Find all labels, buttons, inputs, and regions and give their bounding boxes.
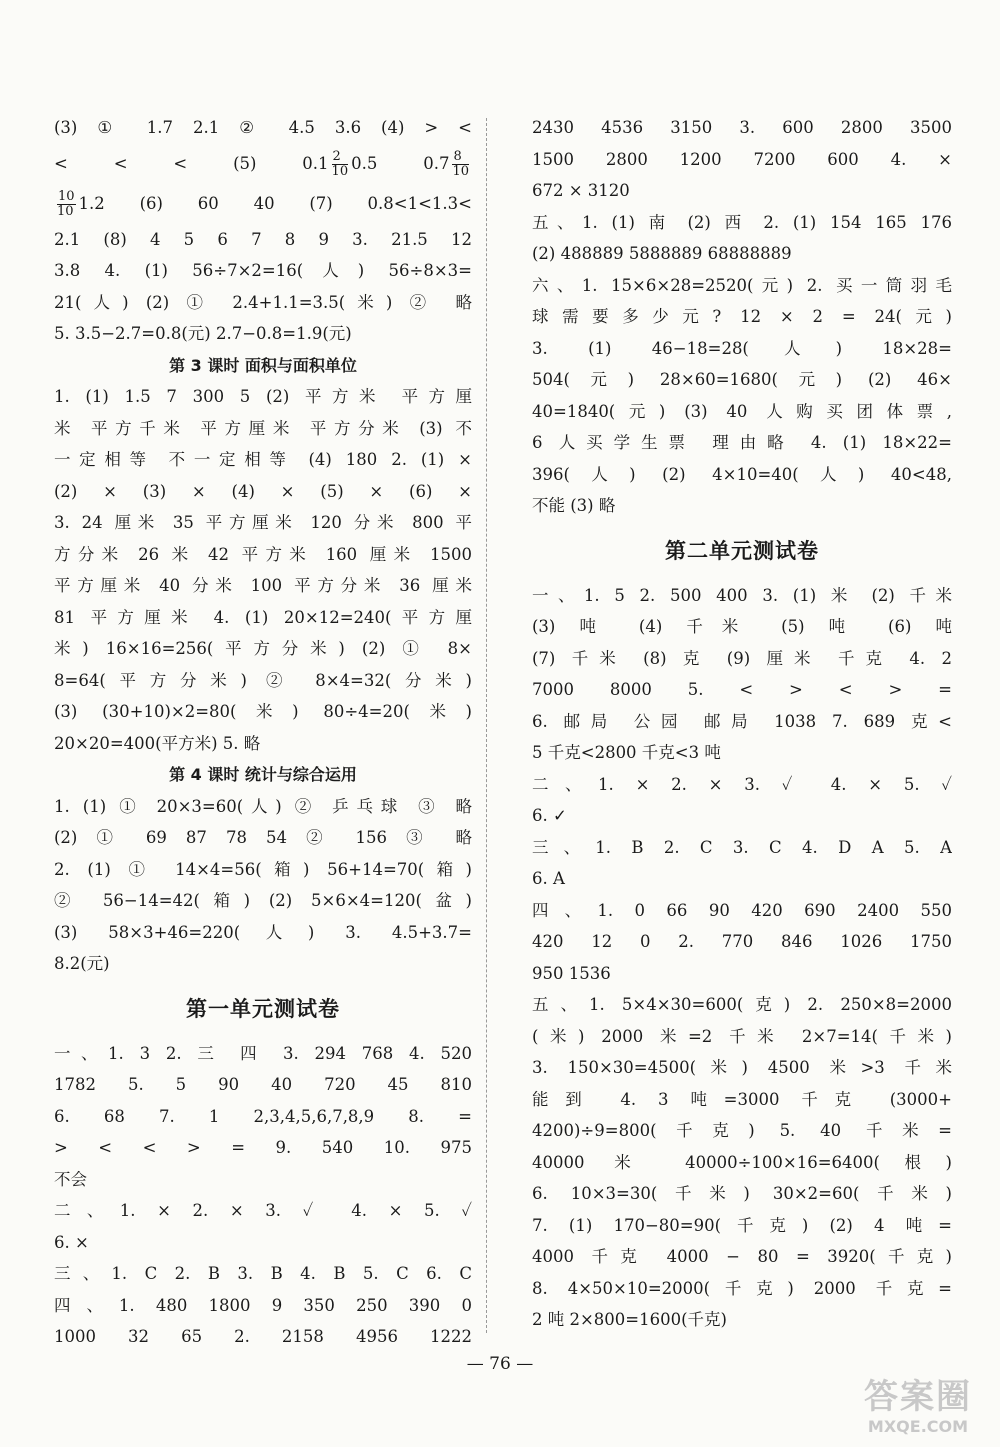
section-title: 第一单元测试卷 bbox=[186, 996, 340, 1021]
answer-line: 1. (1) 1.5 7 300 5 (2) 平方米 平方厘 bbox=[54, 387, 472, 406]
answer-text: 1.2 (6) 60 40 (7) 0.8<1<1.3< bbox=[78, 193, 472, 213]
watermark-url: MXQE.COM bbox=[867, 1417, 969, 1436]
answer-text: 0.5 0.7 bbox=[351, 153, 450, 173]
answer-line: 4000 千克 4000 − 80 = 3920(千克) bbox=[532, 1247, 952, 1266]
answer-line: 能到 4. 3 吨=3000 千克 (3000+ bbox=[532, 1089, 952, 1109]
answer-line: 6 人买学生票 理由略 4. (1) 18×22= bbox=[532, 433, 952, 452]
answer-line: 三、1. B 2. C 3. C 4. D A 5. A bbox=[532, 837, 952, 857]
answer-line: (3) ① 1.7 2.1 ② 4.5 3.6 (4) > < bbox=[54, 118, 472, 137]
answer-line: 6. × bbox=[54, 1232, 89, 1252]
answer-line: 3. (1) 46−18=28(人) 18×28= bbox=[532, 338, 952, 358]
answer-line: 3.8 4. (1) 56÷7×2=16(人) 56÷8×3= bbox=[54, 261, 472, 280]
answer-line: 2430 4536 3150 3. 600 2800 3500 bbox=[532, 118, 952, 137]
answer-line: 米) 16×16=256(平方分米) (2) ① 8× bbox=[54, 639, 472, 658]
answer-line: 20×20=400(平方米) 5. 略 bbox=[54, 733, 261, 753]
answer-line: 5. 3.5−2.7=0.8(元) 2.7−0.8=1.9(元) bbox=[54, 324, 352, 343]
answer-line: (3) 吨 (4) 千米 (5) 吨 (6) 吨 bbox=[532, 617, 952, 636]
answer-line: 1000 32 65 2. 2158 4956 1222 bbox=[54, 1327, 472, 1346]
answer-line: 4200)÷9=800(千克) 5. 40 千米= bbox=[532, 1121, 952, 1140]
lesson-heading: 第 4 课时 统计与综合运用 bbox=[169, 765, 357, 784]
answer-line: 1782 5. 5 90 40 720 45 810 bbox=[54, 1075, 472, 1094]
column-divider bbox=[486, 118, 487, 1333]
fraction bbox=[332, 150, 349, 179]
answer-line: 6. 68 7. 1 2,3,4,5,6,7,8,9 8. = bbox=[54, 1106, 472, 1126]
section-title: 第二单元测试卷 bbox=[665, 538, 819, 563]
answer-line: 8=64(平方分米) ② 8×4=32(分米) bbox=[54, 670, 472, 690]
answer-line: 球需要多少元? 12 × 2 = 24(元) bbox=[532, 307, 952, 326]
answer-line: > < < > = 9. 540 10. 975 bbox=[54, 1138, 472, 1157]
answer-line: 6. 10×3=30(千米) 30×2=60(千米) bbox=[532, 1184, 952, 1203]
answer-line: 五、1. (1) 南 (2) 西 2. (1) 154 165 176 bbox=[532, 212, 952, 232]
watermark-logo bbox=[848, 1377, 988, 1441]
fraction-numerator: 10 bbox=[58, 188, 75, 204]
answer-line: 三、1. C 2. B 3. B 4. B 5. C 6. C bbox=[54, 1264, 472, 1283]
answer-line: 8. 4×50×10=2000(千克) 2000 千克= bbox=[532, 1278, 952, 1298]
answer-line: 平方厘米 40 分米 100 平方分米 36 厘米 bbox=[54, 576, 472, 595]
answer-line: 二、1. × 2. × 3. ✓ 4. × 5. ✓ bbox=[532, 774, 952, 794]
answer-line: 3. 150×30=4500(米) 4500 米>3 千米 bbox=[532, 1058, 952, 1077]
fraction bbox=[452, 150, 469, 179]
answer-line: 四、1. 0 66 90 420 690 2400 550 bbox=[532, 900, 952, 920]
page-number: — 76 — bbox=[466, 1354, 534, 1374]
answer-line: ② 56−14=42(箱) (2) 5×6×4=120(盆) bbox=[54, 891, 472, 910]
answer-line: 2.1 (8) 4 5 6 7 8 9 3. 21.5 12 bbox=[54, 229, 472, 249]
answer-line: 2. (1) ① 14×4=56(箱) 56+14=70(箱) bbox=[54, 859, 472, 879]
answer-line: 6. ✓ bbox=[532, 806, 567, 825]
answer-line: 8.2(元) bbox=[54, 954, 110, 973]
answer-line: 672 × 3120 bbox=[532, 181, 630, 200]
answer-text: < < < (5) 0.1 bbox=[54, 153, 329, 173]
answer-line: 五、1. 5×4×30=600(克) 2. 250×8=2000 bbox=[532, 995, 952, 1014]
fraction-denominator: 10 bbox=[57, 203, 74, 219]
answer-line: 396(人) (2) 4×10=40(人) 40<48, bbox=[532, 464, 952, 484]
answer-line: 40=1840(元) (3) 40 人购买团体票, bbox=[532, 401, 952, 421]
answer-line bbox=[54, 184, 472, 224]
lesson-heading: 第 3 课时 面积与面积单位 bbox=[169, 355, 357, 375]
answer-line: 1500 2800 1200 7200 600 4. × bbox=[532, 149, 952, 169]
answer-line: 21(人) (2) ① 2.4+1.1=3.5(米) ② 略 bbox=[54, 292, 472, 312]
answer-line: 米 平方千米 平方厘米 平方分米 (3) 不 bbox=[54, 418, 472, 438]
answer-line: 3. 24 厘米 35 平方厘米 120 分米 800 平 bbox=[54, 513, 472, 532]
answer-line: 一定相等 不一定相等 (4) 180 2. (1) × bbox=[54, 450, 472, 469]
answer-line: (3) (30+10)×2=80(米) 80÷4=20(米) bbox=[54, 702, 472, 721]
answer-line: 40000 米 40000÷100×16=6400(根) bbox=[532, 1152, 952, 1172]
fraction bbox=[57, 190, 76, 219]
answer-line: 2 吨 2×800=1600(千克) bbox=[532, 1310, 727, 1329]
answer-line: 81 平方厘米 4. (1) 20×12=240(平方厘 bbox=[54, 607, 472, 627]
answer-line: 一、1. 3 2. 三 四 3. 294 768 4. 520 bbox=[54, 1043, 472, 1063]
answer-line: 方分米 26 米 42 平方米 160 厘米 1500 bbox=[54, 544, 472, 564]
answer-line: (2) × (3) × (4) × (5) × (6) × bbox=[54, 481, 472, 501]
answer-line: 6. A bbox=[532, 869, 565, 888]
fraction-denominator: 10 bbox=[452, 163, 469, 179]
answer-line: 二、1. × 2. × 3. ✓ 4. × 5. ✓ bbox=[54, 1201, 472, 1220]
answer-line: (2) 488889 5888889 68888889 bbox=[532, 244, 792, 263]
fraction-numerator: 2 bbox=[332, 150, 349, 165]
fraction-numerator: 8 bbox=[452, 150, 469, 165]
answer-line: 7. (1) 170−80=90(千克) (2) 4 吨= bbox=[532, 1215, 952, 1235]
watermark-logo-text: 答案圈 bbox=[864, 1377, 972, 1417]
fraction-denominator: 10 bbox=[331, 163, 349, 179]
answer-line: (7) 千米 (8) 克 (9) 厘米 千克 4. 2 bbox=[532, 648, 952, 668]
answer-line: (米) 2000 米=2 千米 2×7=14(千米) bbox=[532, 1026, 952, 1046]
answer-line: 四、1. 480 1800 9 350 250 390 0 bbox=[54, 1295, 472, 1315]
answer-line: 不能 (3) 略 bbox=[532, 496, 616, 515]
answer-line: 6. 邮局 公园 邮局 1038 7. 689 克< bbox=[532, 711, 952, 731]
left-column bbox=[54, 112, 472, 1353]
answer-line: 一、1. 5 2. 500 400 3. (1) 米 (2) 千米 bbox=[532, 585, 952, 605]
answer-line: (2) ① 69 87 78 54 ② 156 ③ 略 bbox=[54, 828, 472, 847]
answer-line: 504(元) 28×60=1680(元) (2) 46× bbox=[532, 370, 952, 389]
answer-line: 1. (1) ① 20×3=60(人) ② 乒乓球 ③ 略 bbox=[54, 796, 472, 816]
answer-line: 950 1536 bbox=[532, 963, 611, 983]
answer-line: (3) 58×3+46=220(人) 3. 4.5+3.7= bbox=[54, 922, 472, 942]
right-column bbox=[532, 112, 952, 1336]
answer-line: 六、1. 15×6×28=2520(元) 2. 买一筒羽毛 bbox=[532, 275, 952, 295]
answer-line: 不会 bbox=[54, 1169, 87, 1189]
answer-line: 7000 8000 5. < > < > = bbox=[532, 680, 952, 699]
answer-line bbox=[54, 144, 472, 184]
answer-line: 420 12 0 2. 770 846 1026 1750 bbox=[532, 932, 952, 951]
answer-line: 5 千克<2800 千克<3 吨 bbox=[532, 743, 721, 762]
